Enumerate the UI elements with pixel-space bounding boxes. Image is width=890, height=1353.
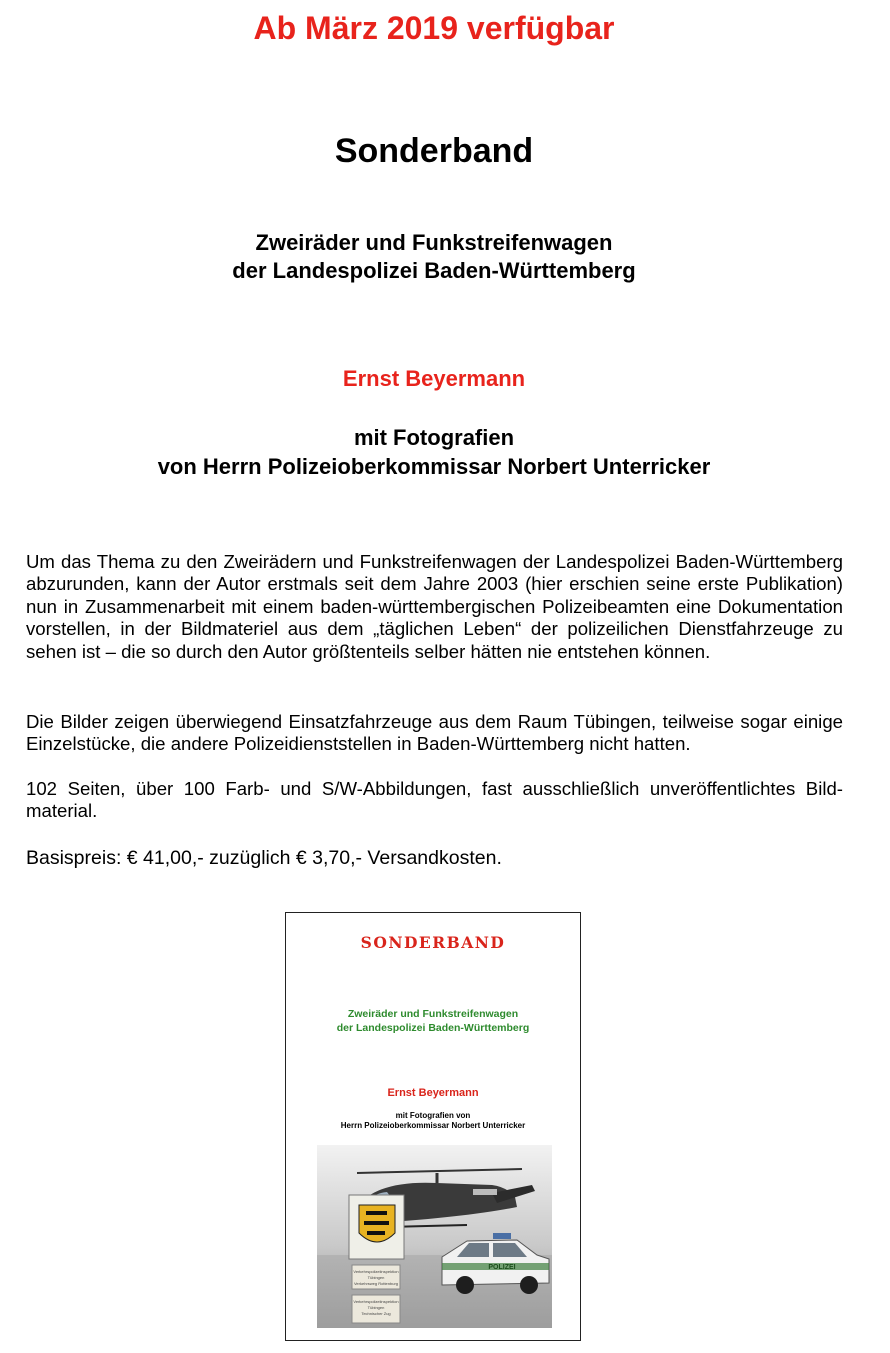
cover-subtitle-line-2: der Landespolizei Baden-Württemberg bbox=[336, 1022, 530, 1034]
car-label: POLIZEI bbox=[488, 1264, 516, 1271]
photos-line-1: mit Fotografien bbox=[353, 425, 515, 450]
author-name: Ernst Beyermann bbox=[342, 366, 526, 391]
book-subtitle bbox=[0, 229, 868, 285]
sign-1-line-2: Tübingen bbox=[367, 1275, 385, 1280]
subtitle-line-2: der Landespolizei Baden-Württemberg bbox=[232, 258, 636, 283]
cover-subtitle bbox=[286, 1007, 580, 1035]
availability-heading: Ab März 2019 verfügbar bbox=[253, 10, 615, 46]
cover-photos-line-1: mit Fotografien von bbox=[395, 1111, 471, 1120]
sign-2-line-2: Tübingen bbox=[367, 1305, 385, 1310]
photos-line-2: von Herrn Polizeioberkommissar Norbert Unterricker bbox=[157, 454, 711, 479]
photographer-credit bbox=[0, 423, 868, 481]
description-paragraph-3: 102 Seiten, über 100 Farb- und S/W-Abbildungen, fast ausschließlich unveröffentlichtes Bildmaterial. bbox=[26, 778, 843, 822]
page-title: Sonderband bbox=[334, 132, 534, 170]
cover-badge: SONDERBAND bbox=[360, 933, 506, 952]
sign-2 bbox=[352, 1295, 400, 1323]
sign-2-line-1: Verkehrspolizeiinspektion bbox=[353, 1299, 399, 1304]
sign-1-line-1: Verkehrspolizeiinspektion bbox=[353, 1269, 399, 1274]
description-paragraph-1: Um das Thema zu den Zweirädern und Funkstreifenwagen der Landespolizei Baden-Württemberg abzurunden, kann der Autor erstmals seit dem Jahre 2003 (hier erschien seine erste Publikation) nun in Zusammenarbeit mit einem baden-württembergischen Polizeibeamten eine Dokumentation vorstellen, in der Bildmateriel aus dem „täglichen Leben“ der polizeilichen Dienstfahrzeuge zu sehen ist – die so durch den Autor größtenteils selber hätten nie entstehen können. bbox=[26, 551, 843, 662]
sign-1 bbox=[352, 1265, 400, 1289]
cover-photo bbox=[317, 1145, 552, 1328]
cover-author: Ernst Beyermann bbox=[387, 1087, 479, 1099]
cover-photographer-credit bbox=[286, 1111, 580, 1131]
description-paragraph-2: Die Bilder zeigen überwiegend Einsatzfahrzeuge aus dem Raum Tübingen, teilweise sogar einige Einzelstücke, die andere Polizeidienststellen in Baden-Württemberg nicht hatten. bbox=[26, 711, 843, 755]
cover-photos-line-2: Herrn Polizeioberkommissar Norbert Unterricker bbox=[340, 1121, 526, 1130]
subtitle-line-1: Zweiräder und Funkstreifenwagen bbox=[255, 230, 613, 255]
book-cover-image bbox=[285, 912, 581, 1341]
coat-of-arms-sign bbox=[349, 1195, 404, 1259]
cover-subtitle-line-1: Zweiräder und Funkstreifenwagen bbox=[347, 1008, 519, 1020]
sign-1-line-3: Verkehrsweg Rottenburg bbox=[353, 1281, 399, 1286]
sign-2-line-3: Technischer Zug bbox=[361, 1311, 391, 1316]
price-text: Basispreis: € 41,00,- zuzüglich € 3,70,- Versandkosten. bbox=[26, 847, 502, 869]
